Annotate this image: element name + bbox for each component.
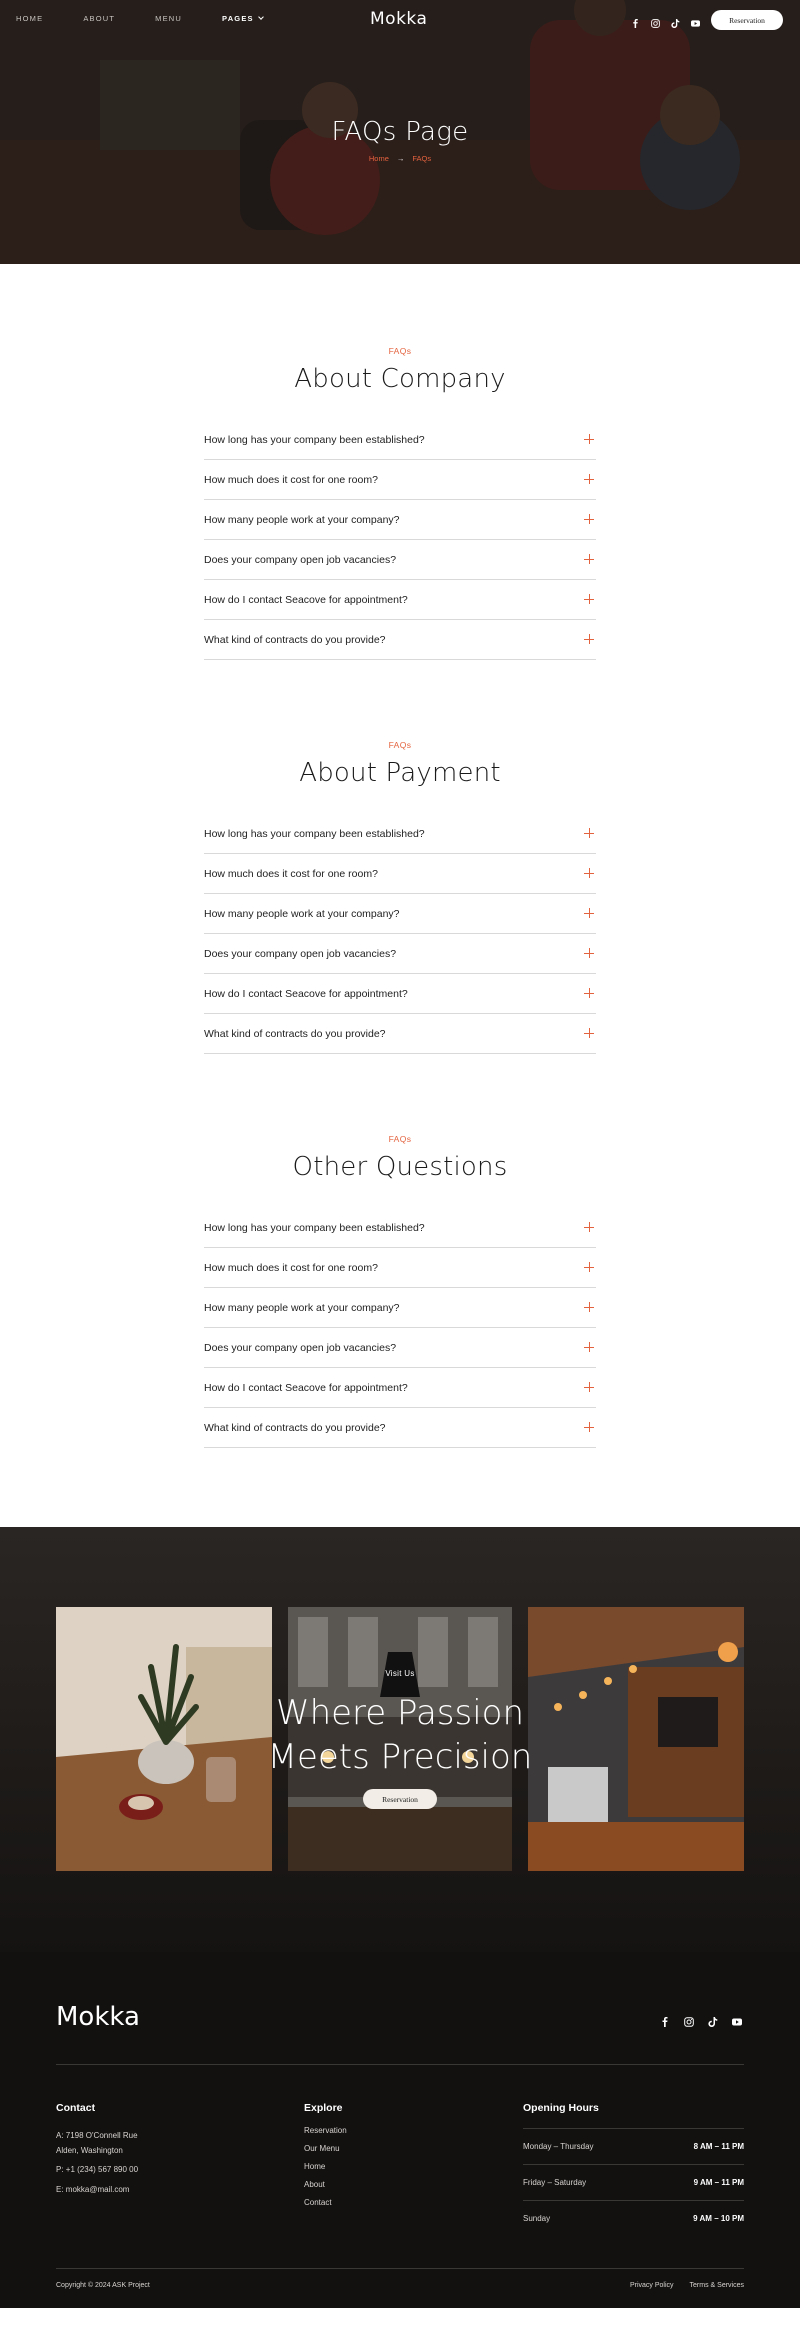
faq-question: Does your company open job vacancies?: [204, 1341, 397, 1354]
footer-link-contact[interactable]: Contact: [304, 2198, 332, 2207]
plus-icon[interactable]: [584, 1422, 594, 1432]
hours-day: Friday – Saturday: [523, 2178, 587, 2187]
plus-icon[interactable]: [584, 908, 594, 918]
visit-eyebrow: Visit Us: [385, 1669, 415, 1678]
faq-section-other: [0, 1134, 800, 1448]
nav-link-menu[interactable]: MENU: [155, 14, 183, 23]
tiktok-icon[interactable]: [671, 15, 680, 24]
faq-question: How do I contact Seacove for appointment?: [204, 987, 408, 1000]
footer-link-about[interactable]: About: [304, 2180, 325, 2189]
faq-item[interactable]: [204, 814, 596, 854]
visit-us-section: [0, 1527, 800, 1952]
faq-question: How long has your company been established?: [204, 1221, 425, 1234]
contact-email[interactable]: E: mokka@mail.com: [56, 2185, 130, 2194]
faq-list: [204, 420, 596, 660]
faq-item[interactable]: [204, 1368, 596, 1408]
arrow-right-icon: →: [396, 154, 405, 163]
plus-icon[interactable]: [584, 1342, 594, 1352]
contact-heading: Contact: [56, 2102, 96, 2114]
faq-item[interactable]: [204, 934, 596, 974]
terms-link[interactable]: Terms & Services: [689, 2282, 744, 2289]
faq-question: What kind of contracts do you provide?: [204, 633, 386, 646]
address-line-1: A: 7198 O'Connell Rue: [56, 2131, 138, 2140]
visit-title-line-2: Meets Precision: [267, 1737, 533, 1777]
nav-links: [16, 14, 303, 23]
faq-item[interactable]: [204, 500, 596, 540]
faq-item[interactable]: [204, 1288, 596, 1328]
facebook-icon[interactable]: [631, 15, 640, 24]
section-eyebrow: FAQs: [388, 740, 412, 750]
faq-item[interactable]: [204, 854, 596, 894]
facebook-icon[interactable]: [660, 2014, 670, 2024]
faq-list: [204, 814, 596, 1054]
faq-question: How many people work at your company?: [204, 907, 400, 920]
faq-item[interactable]: [204, 894, 596, 934]
faq-item[interactable]: [204, 974, 596, 1014]
faq-section-company: [0, 346, 800, 660]
address-line-2: Alden, Washington: [56, 2146, 123, 2155]
faq-item[interactable]: [204, 1208, 596, 1248]
footer-link-home[interactable]: Home: [304, 2162, 326, 2171]
youtube-icon[interactable]: [732, 2014, 742, 2024]
plus-icon[interactable]: [584, 1262, 594, 1272]
hours-time: 9 AM – 11 PM: [693, 2178, 744, 2187]
breadcrumb: [0, 154, 800, 163]
hours-heading: Opening Hours: [523, 2102, 599, 2114]
faq-question: How long has your company been established?: [204, 433, 425, 446]
hours-time: 9 AM – 10 PM: [693, 2214, 744, 2223]
visit-reservation-button[interactable]: Reservation: [363, 1789, 437, 1809]
faq-question: What kind of contracts do you provide?: [204, 1027, 386, 1040]
faq-list: [204, 1208, 596, 1448]
faq-item[interactable]: [204, 420, 596, 460]
faq-question: Does your company open job vacancies?: [204, 947, 397, 960]
instagram-icon[interactable]: [651, 15, 660, 24]
hero-banner: [0, 0, 800, 264]
faq-main: [0, 264, 800, 1527]
copyright: Copyright © 2024 ASK Project: [56, 2282, 150, 2289]
faq-question: How many people work at your company?: [204, 1301, 400, 1314]
plus-icon[interactable]: [584, 1222, 594, 1232]
chevron-down-icon: [258, 14, 264, 20]
visit-title: [0, 1691, 800, 1779]
faq-question: How much does it cost for one room?: [204, 867, 378, 880]
plus-icon[interactable]: [584, 554, 594, 564]
plus-icon[interactable]: [584, 434, 594, 444]
site-footer: [0, 1952, 800, 2308]
tiktok-icon[interactable]: [708, 2014, 718, 2024]
hours-day: Monday – Thursday: [523, 2142, 594, 2151]
plus-icon[interactable]: [584, 634, 594, 644]
faq-item[interactable]: [204, 1328, 596, 1368]
faq-item[interactable]: [204, 1248, 596, 1288]
hours-day: Sunday: [523, 2214, 551, 2223]
instagram-icon[interactable]: [684, 2014, 694, 2024]
breadcrumb-current: FAQs: [412, 154, 432, 163]
section-title: About Payment: [299, 758, 501, 788]
explore-heading: Explore: [304, 2102, 343, 2114]
reservation-button[interactable]: Reservation: [711, 10, 783, 30]
youtube-icon[interactable]: [691, 15, 700, 24]
plus-icon[interactable]: [584, 868, 594, 878]
nav-link-about[interactable]: ABOUT: [83, 14, 116, 23]
footer-link-our-menu[interactable]: Our Menu: [304, 2144, 340, 2153]
faq-section-payment: [0, 740, 800, 1054]
hours-time: 8 AM – 11 PM: [693, 2142, 744, 2151]
faq-question: Does your company open job vacancies?: [204, 553, 397, 566]
legal-links: [630, 2282, 744, 2289]
section-title: About Company: [294, 364, 506, 394]
faq-question: What kind of contracts do you provide?: [204, 1421, 386, 1434]
plus-icon[interactable]: [584, 828, 594, 838]
footer-bottom-divider: [56, 2268, 744, 2269]
faq-question: How many people work at your company?: [204, 513, 400, 526]
contact-address: [56, 2128, 138, 2158]
section-title: Other Questions: [292, 1152, 508, 1182]
faq-item[interactable]: [204, 580, 596, 620]
contact-phone[interactable]: P: +1 (234) 567 890 00: [56, 2165, 139, 2174]
footer-social-links: [660, 2014, 742, 2024]
privacy-policy-link[interactable]: Privacy Policy: [629, 2282, 674, 2289]
plus-icon[interactable]: [584, 948, 594, 958]
hours-row: [523, 2128, 744, 2164]
footer-link-reservation[interactable]: Reservation: [304, 2126, 347, 2135]
plus-icon[interactable]: [584, 1302, 594, 1312]
visit-title-line-1: Where Passion: [275, 1693, 525, 1733]
site-logo[interactable]: Mokka: [370, 9, 428, 29]
section-eyebrow: FAQs: [388, 1134, 412, 1144]
plus-icon[interactable]: [584, 1382, 594, 1392]
hours-row: [523, 2164, 744, 2200]
nav-link-pages-label: PAGES: [222, 14, 254, 23]
faq-question: How do I contact Seacove for appointment?: [204, 593, 408, 606]
faq-question: How much does it cost for one room?: [204, 473, 378, 486]
faq-question: How do I contact Seacove for appointment?: [204, 1381, 408, 1394]
plus-icon[interactable]: [584, 988, 594, 998]
hours-row: [523, 2200, 744, 2236]
section-eyebrow: FAQs: [388, 346, 412, 356]
footer-divider: [56, 2064, 744, 2065]
footer-logo[interactable]: Mokka: [56, 2002, 140, 2032]
top-nav: [0, 0, 800, 40]
plus-icon[interactable]: [584, 594, 594, 604]
faq-item[interactable]: [204, 460, 596, 500]
faq-question: How long has your company been established?: [204, 827, 425, 840]
plus-icon[interactable]: [584, 514, 594, 524]
faq-item[interactable]: [204, 1014, 596, 1054]
visit-content: [0, 1527, 800, 1952]
breadcrumb-home[interactable]: Home: [368, 154, 389, 163]
faq-item[interactable]: [204, 620, 596, 660]
nav-link-pages[interactable]: [222, 14, 263, 23]
footer-opening-hours: [523, 2102, 744, 2236]
footer-contact: [56, 2102, 138, 2196]
footer-explore: [304, 2102, 347, 2212]
social-links: [631, 15, 700, 24]
plus-icon[interactable]: [584, 474, 594, 484]
page-title: FAQs Page: [331, 117, 469, 147]
plus-icon[interactable]: [584, 1028, 594, 1038]
faq-item[interactable]: [204, 1408, 596, 1448]
faq-item[interactable]: [204, 540, 596, 580]
nav-link-home[interactable]: HOME: [16, 14, 44, 23]
faq-question: How much does it cost for one room?: [204, 1261, 378, 1274]
